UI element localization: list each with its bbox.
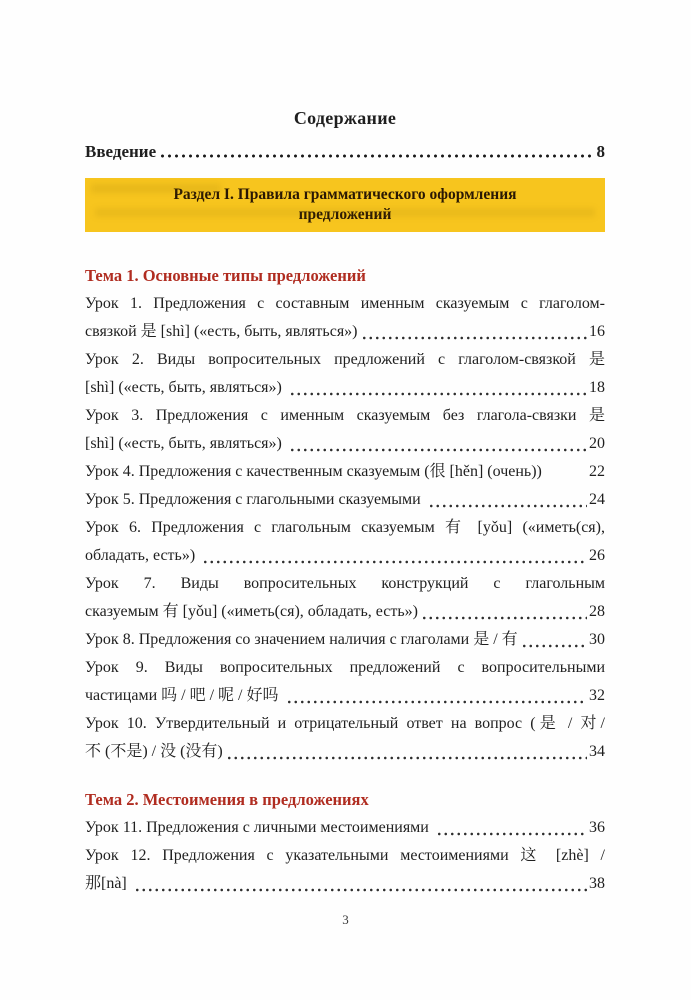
entry-last-line [85, 598, 605, 626]
dot-leader [286, 682, 588, 710]
entry-page-ref: 36 [589, 819, 605, 836]
dot-leader [134, 870, 587, 898]
entry-text: Урок 4. Предложения с качественным сказуемым (很 [hěn] (очень)) [85, 463, 542, 480]
entry-page-ref: 22 [589, 463, 605, 480]
entry-line: Урок 10. Утвердительный и отрицательный ответ на вопрос (是 / 对/ [85, 715, 605, 732]
entry-page-ref: 24 [589, 491, 605, 508]
entry-text: частицами 吗 / 吧 / 呢 / 好吗 [85, 687, 283, 704]
dot-leader [521, 626, 587, 654]
entry-line: Урок 2. Виды вопросительных предложений с глаголом-связкой 是 [85, 351, 605, 368]
entry-last-line [85, 626, 605, 654]
section-banner-line2: предложений [298, 206, 392, 223]
toc-entry [85, 514, 605, 570]
entry-page-ref: 28 [589, 603, 605, 620]
dot-leader [226, 738, 587, 766]
dot-leader [289, 374, 587, 402]
entry-text: [shì] («есть, быть, являться») [85, 435, 286, 452]
entry-text: обладать, есть») [85, 547, 200, 564]
dot-leader [436, 814, 587, 842]
entry-text: 不 (不是) / 没 (没有) [85, 743, 223, 760]
entry-line: Урок 6. Предложения с глагольным сказуемым 有 [yǒu] («иметь(ся), [85, 519, 605, 536]
toc-entry [85, 654, 605, 710]
toc-entry [85, 402, 605, 458]
entry-text: Урок 11. Предложения с личными местоимениями [85, 819, 433, 836]
entry-page-ref: 18 [589, 379, 605, 396]
entry-text: 那[nà] [85, 875, 131, 892]
entry-text: [shì] («есть, быть, являться») [85, 379, 286, 396]
entry-line: Урок 1. Предложения с составным именным сказуемым с глаголом- [85, 295, 605, 312]
dot-leader [159, 140, 594, 164]
entry-text: Урок 5. Предложения с глагольными сказуемыми [85, 491, 425, 508]
entry-line: Урок 9. Виды вопросительных предложений с вопросительными [85, 659, 605, 676]
toc-entry [85, 346, 605, 402]
dot-leader [545, 458, 587, 486]
entry-last-line [85, 486, 605, 514]
section-banner [85, 178, 605, 232]
dot-leader [289, 430, 587, 458]
intro-page-ref: 8 [596, 142, 605, 161]
dot-leader [361, 318, 587, 346]
intro-entry [85, 140, 605, 164]
toc-entry [85, 290, 605, 346]
toc-entry [85, 842, 605, 898]
theme-heading: Тема 2. Местоимения в предложениях [85, 790, 369, 809]
dot-leader [421, 598, 587, 626]
entry-last-line [85, 542, 605, 570]
page-number: 3 [342, 912, 349, 927]
entry-line: Урок 7. Виды вопросительных конструкций с глагольным [85, 575, 605, 592]
dot-leader [202, 542, 587, 570]
entry-page-ref: 34 [589, 743, 605, 760]
toc-entry [85, 814, 605, 842]
toc-entry [85, 458, 605, 486]
toc-entry [85, 570, 605, 626]
entry-page-ref: 20 [589, 435, 605, 452]
entry-last-line [85, 318, 605, 346]
toc-page [85, 106, 605, 898]
entry-page-ref: 16 [589, 323, 605, 340]
toc-entry [85, 626, 605, 654]
entry-page-ref: 30 [589, 631, 605, 648]
entry-page-ref: 38 [589, 875, 605, 892]
entry-line: Урок 3. Предложения с именным сказуемым без глагола-связки 是 [85, 407, 605, 424]
entry-text: связкой 是 [shì] («есть, быть, являться») [85, 323, 358, 340]
entry-page-ref: 26 [589, 547, 605, 564]
intro-label: Введение [85, 142, 157, 161]
entry-line: Урок 12. Предложения с указательными местоимениями 这 [zhè] / [85, 847, 605, 864]
entry-last-line [85, 430, 605, 458]
entry-last-line [85, 374, 605, 402]
toc-entry [85, 486, 605, 514]
page-title: Содержание [293, 108, 397, 128]
entry-last-line [85, 870, 605, 898]
entry-page-ref: 32 [589, 687, 605, 704]
entry-last-line [85, 458, 605, 486]
toc-entry [85, 710, 605, 766]
entry-text: Урок 8. Предложения со значением наличия с глаголами 是 / 有 [85, 631, 518, 648]
entry-last-line [85, 738, 605, 766]
section-banner-line1: Раздел I. Правила грамматического оформления [173, 186, 517, 203]
toc [85, 262, 605, 898]
entry-last-line [85, 682, 605, 710]
entry-last-line [85, 814, 605, 842]
dot-leader [428, 486, 587, 514]
entry-text: сказуемым 有 [yǒu] («иметь(ся), обладать, есть») [85, 603, 418, 620]
theme-heading: Тема 1. Основные типы предложений [85, 266, 366, 285]
